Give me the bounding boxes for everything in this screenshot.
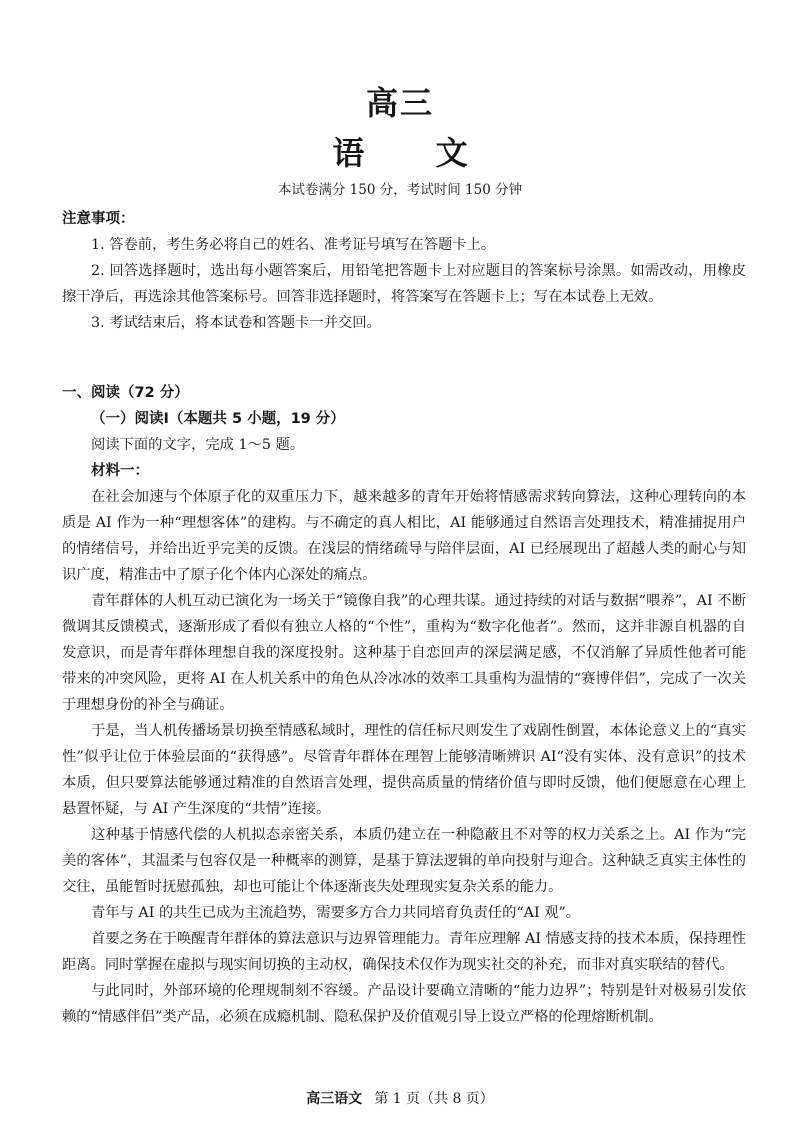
subsection-title: （一）阅读Ⅰ（本题共 5 小题，19 分）	[91, 411, 345, 427]
passage-paragraph: 青年与 AI 的共生已成为主流趋势，需要多方合力共同培育负责任的“AI 观”。	[91, 905, 581, 921]
passage-paragraph: 于是，当人机传播场景切换至情感私域时，理性的信任标尺则发生了戏剧性倒置，本体论意义上的“真实性”似乎让位于体验层面的“获得感”。尽管青年群体在理智上能够清晰辨识 AI“没有实体、没有意识”的技术本质，但只要算法能够通过精准的自然语言处理，提供高质量的情绪价值与即时反馈，他们便愿意在心理上悬置怀疑，与 AI 产生深度的“共情”连接。	[62, 723, 746, 817]
notice-item: 1. 答卷前，考生务必将自己的姓名、准考证号填写在答题卡上。	[91, 237, 496, 253]
exam-info: 本试卷满分 150 分，考试时间 150 分钟	[277, 182, 523, 198]
notice-item: 3. 考试结束后，将本试卷和答题卡一并交回。	[91, 315, 381, 331]
passage-paragraph: 青年群体的人机互动已演化为一场关于“镜像自我”的心理共谋。通过持续的对话与数据“喂养”，AI 不断微调其反馈模式，逐渐形成了看似有独立人格的“个性”，重构为“数字化他者”。然而，这并非源自机器的自发意识，而是青年群体理想自我的深度投射。这种基于自恋回声的深层满足感，不仅消解了异质性他者可能带来的冲突风险，更将 AI 在人机关系中的角色从冷冰冰的效率工具重构为温情的“赛博伴侣”，完成了一次关于理想身份的补全与确证。	[62, 593, 746, 713]
page-footer	[0, 1088, 800, 1108]
subject-title: 语 文	[332, 134, 498, 172]
reading-section	[62, 380, 746, 1030]
notice-item: 2. 回答选择题时，选出每小题答案后，用铅笔把答题卡上对应题目的答案标号涂黑。如需改动，用橡皮擦干净后，再选涂其他答案标号。回答非选择题时，将答案写在答题卡上；写在本试卷上无效。	[62, 263, 746, 305]
grade-title: 高三	[365, 84, 434, 122]
notice-section	[62, 206, 746, 336]
passage-paragraph: 在社会加速与个体原子化的双重压力下，越来越多的青年开始将情感需求转向算法，这种心理转向的本质是 AI 作为一种“理想客体”的建构。与不确定的真人相比，AI 能够通过自然语言处理技术，精准捕捉用户的情绪信号，并给出近乎完美的反馈。在浅层的情绪疏导与陪伴层面，AI 已经展现出了超越人类的耐心与知识广度，精准击中了原子化个体内心深处的痛点。	[62, 489, 746, 583]
footer-title: 高三语文	[306, 1091, 363, 1107]
passage-paragraph: 与此同时，外部环境的伦理规制刻不容缓。产品设计要确立清晰的“能力边界”；特别是针对极易引发依赖的“情感伴侣”类产品，必须在成瘾机制、隐私保护及价值观引导上设立严格的伦理熔断机制。	[62, 983, 746, 1025]
passage-paragraph: 这种基于情感代偿的人机拟态亲密关系，本质仍建立在一种隐蔽且不对等的权力关系之上。AI 作为“完美的客体”，其温柔与包容仅是一种概率的测算，是基于算法逻辑的单向投射与迎合。这种缺乏真实主体性的交往，虽能暂时抚慰孤独，却也可能让个体逐渐丧失处理现实复杂关系的能力。	[62, 827, 746, 895]
page-number: 第 1 页（共 8 页）	[374, 1091, 494, 1107]
reading-instruction: 阅读下面的文字，完成 1～5 题。	[91, 437, 305, 453]
section-title: 一、阅读（72 分）	[62, 385, 189, 401]
notice-title: 注意事项：	[62, 211, 135, 227]
material-label: 材料一：	[91, 463, 149, 479]
passage-paragraph: 首要之务在于唤醒青年群体的算法意识与边界管理能力。青年应理解 AI 情感支持的技术本质，保持理性距离。同时掌握在虚拟与现实间切换的主动权，确保技术仅作为现实社交的补充，而非对真实联结的替代。	[62, 931, 746, 973]
